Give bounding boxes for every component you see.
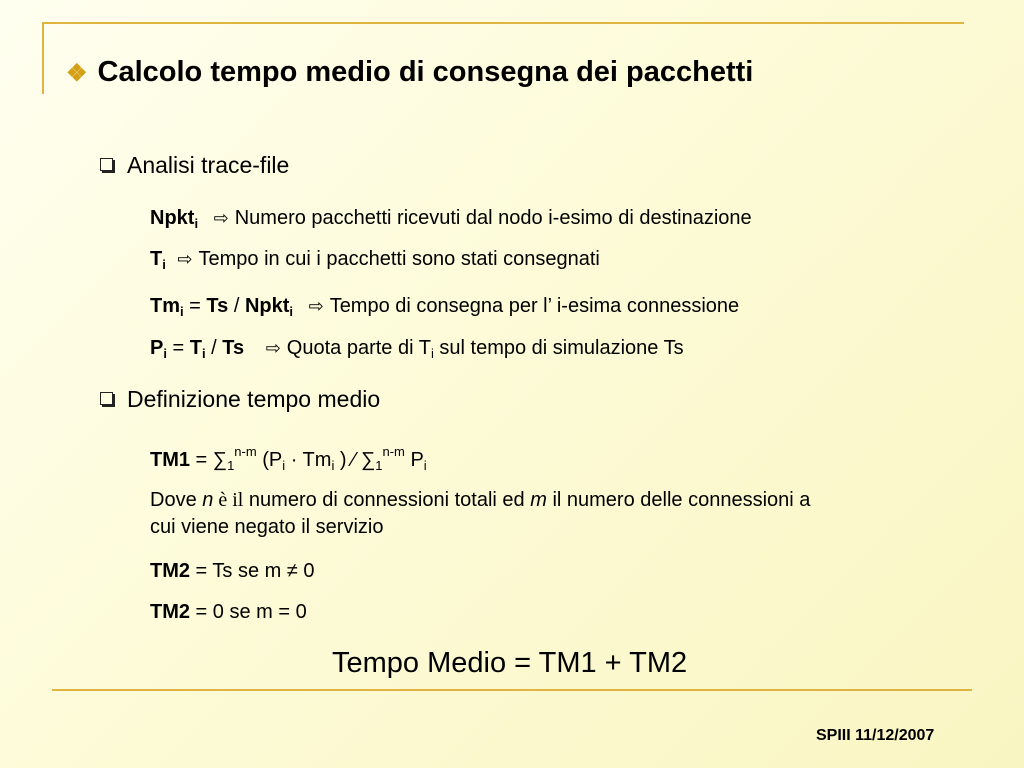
term-ts: Ts <box>206 295 229 317</box>
tm1-end-sub: i <box>423 458 427 473</box>
tm1-sum-sup: n-m <box>234 444 257 459</box>
term-tm2: TM2 <box>150 560 190 582</box>
tm1-eq: = ∑ <box>190 449 228 471</box>
tm1-sum2-sup: n-m <box>382 444 405 459</box>
bottom-divider <box>52 689 972 691</box>
eq-sign: = <box>166 337 190 359</box>
tm1-mid-sub-b: i <box>331 458 335 473</box>
term-t2-sub: i <box>201 346 206 361</box>
desc-t: Tempo in cui i pacchetti sono stati consegnati <box>198 248 600 270</box>
desc-p-sub: i <box>430 346 434 361</box>
slash: / <box>205 337 223 359</box>
analysis-line-p <box>150 336 684 360</box>
term-t-sub: i <box>162 257 166 272</box>
section-analisi-label: Analisi trace-file <box>127 152 290 178</box>
dove-a: Dove <box>150 489 203 511</box>
formula-tm2-a <box>150 559 315 583</box>
eq-sign: = <box>183 295 207 317</box>
term-tm-sub: i <box>180 304 184 319</box>
diamond-bullet-icon: ❖ <box>66 60 88 87</box>
footer-label: SPIII 11/12/2007 <box>816 727 935 744</box>
analysis-line-t <box>150 247 600 271</box>
term-p-sub: i <box>163 346 167 361</box>
formula-tm2-b <box>150 600 307 624</box>
slide-title <box>66 56 753 89</box>
term-npkt-sub: i <box>194 216 199 231</box>
checkbox-bullet-icon <box>100 392 113 405</box>
tm1-end: P <box>404 449 424 471</box>
term-npkt2: Npkt <box>244 295 290 317</box>
dove-line-2 <box>150 515 383 539</box>
tm2a-rest: = Ts se m ≠ 0 <box>190 560 315 582</box>
dove-line-1 <box>150 488 810 512</box>
term-tm: Tm <box>150 295 180 317</box>
tm1-mid-sub-a: i <box>282 458 286 473</box>
dove-n: n <box>202 489 214 511</box>
analysis-line-tm <box>150 294 739 318</box>
term-ts2: Ts <box>222 337 245 359</box>
final-formula: Tempo Medio = TM1 + TM2 <box>332 647 688 679</box>
desc-p-a: Quota parte di T <box>286 337 431 359</box>
term-p: P <box>150 337 164 359</box>
term-tm2: TM2 <box>150 601 190 623</box>
section-definizione-label: Definizione tempo medio <box>127 386 381 412</box>
tm1-sum2-sub: 1 <box>375 458 383 473</box>
checkbox-bullet-icon <box>100 158 113 171</box>
dove-c: il numero delle connessioni a <box>546 489 811 511</box>
slash: / <box>228 295 245 317</box>
section-definizione <box>100 386 380 413</box>
arrow-right-icon: ⇨ <box>308 296 324 316</box>
tm1-mid-b: · Tm <box>285 449 332 471</box>
term-npkt: Npkt <box>150 207 195 229</box>
arrow-right-icon: ⇨ <box>213 208 229 228</box>
formula-tm1 <box>150 444 427 473</box>
frame-left-border <box>42 22 44 94</box>
tm1-sum-sub: 1 <box>227 458 235 473</box>
term-tm1: TM1 <box>150 449 190 471</box>
frame-top-border <box>42 22 964 24</box>
dove-e-il: è il <box>213 489 244 511</box>
desc-p-b: sul tempo di simulazione Ts <box>433 337 684 359</box>
term-t2: T <box>189 337 202 359</box>
arrow-right-icon: ⇨ <box>177 249 193 269</box>
tm1-mid-a: (P <box>256 449 283 471</box>
dove-line2-text: cui viene negato il servizio <box>150 516 384 538</box>
term-t: T <box>150 248 163 270</box>
tm2b-rest: = 0 se m = 0 <box>190 601 307 623</box>
dove-b: numero di connessioni totali ed <box>243 489 531 511</box>
slide-title-text: Calcolo tempo medio di consegna dei pacchetti <box>97 56 754 88</box>
tm1-mid-c: ) ⁄ ∑ <box>334 449 376 471</box>
desc-tm: Tempo di consegna per l’ i-esima connessione <box>329 295 740 317</box>
arrow-right-icon: ⇨ <box>265 338 281 358</box>
analysis-line-npkt <box>150 206 752 230</box>
desc-npkt: Numero pacchetti ricevuti dal nodo i-esimo di destinazione <box>234 207 752 229</box>
dove-m: m <box>530 489 547 511</box>
section-analisi <box>100 152 289 179</box>
term-npkt2-sub: i <box>289 304 294 319</box>
